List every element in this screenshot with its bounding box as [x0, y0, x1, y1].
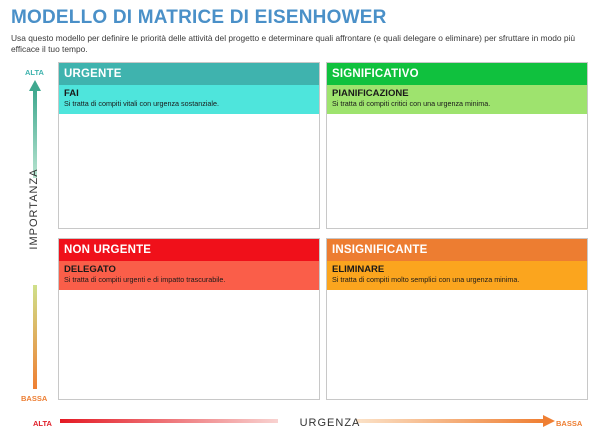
- quadrant-header: SIGNIFICATIVO: [327, 63, 587, 85]
- urgency-axis-label: URGENZA: [299, 417, 361, 429]
- page-description: Usa questo modello per definire le priorità delle attività del progetto e determinare quali affrontare (e quali delegare o eliminare) per sfruttare in modo più efficace il tuo tempo.: [11, 33, 576, 54]
- quadrant-subheader: [59, 261, 319, 290]
- urgency-high-label: ALTA: [33, 419, 52, 428]
- quadrant-subtitle: ELIMINARE: [332, 264, 385, 275]
- page-title: MODELLO DI MATRICE DI EISENHOWER: [11, 7, 387, 28]
- quadrant-urgent: [58, 62, 320, 229]
- quadrant-header: URGENTE: [59, 63, 319, 85]
- quadrant-description: Si tratta di compiti urgenti e di impatto trascurabile.: [64, 275, 226, 284]
- quadrant-header: INSIGNIFICANTE: [327, 239, 587, 261]
- importance-high-label: ALTA: [25, 68, 44, 77]
- quadrant-description: Si tratta di compiti molto semplici con una urgenza minima.: [332, 275, 520, 284]
- quadrant-significant: [326, 62, 588, 229]
- quadrant-subheader: [327, 85, 587, 114]
- quadrant-description: Si tratta di compiti critici con una urgenza minima.: [332, 99, 491, 108]
- quadrant-subheader: [59, 85, 319, 114]
- importance-axis-label: IMPORTANZA: [28, 168, 40, 250]
- quadrant-subtitle: FAI: [64, 88, 79, 99]
- quadrant-description: Si tratta di compiti vitali con urgenza sostanziale.: [64, 99, 220, 108]
- urgency-low-label: BASSA: [556, 419, 583, 428]
- quadrant-insignificant: [326, 238, 588, 400]
- arrow-right-icon: [543, 415, 555, 427]
- quadrant-header: NON URGENTE: [59, 239, 319, 261]
- quadrant-subtitle: PIANIFICAZIONE: [332, 88, 409, 99]
- quadrant-subheader: [327, 261, 587, 290]
- quadrant-not-urgent: [58, 238, 320, 400]
- importance-low-label: BASSA: [21, 394, 48, 403]
- quadrant-subtitle: DELEGATO: [64, 264, 116, 275]
- arrow-up-icon: [29, 80, 41, 91]
